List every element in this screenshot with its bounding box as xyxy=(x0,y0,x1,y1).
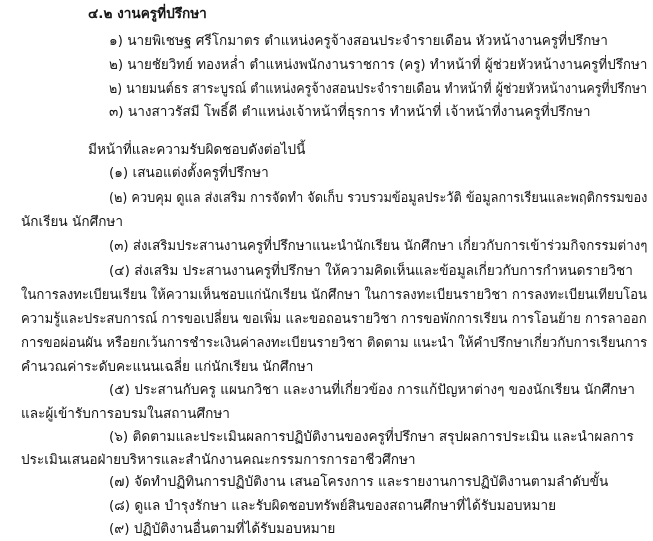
member-item: ๒) นายมนต์ธร สาระบูรณ์ ตำแหน่งครูจ้างสอนประจำรายเดือน ทำหน้าที่ ผู้ช่วยหัวหน้างานครูที่ปรึกษา xyxy=(109,81,648,97)
member-item: ๒) นายชัยวิทย์ ทองหล่ำ ตำแหน่งพนักงานราชการ (ครู) ทำหน้าที่ ผู้ช่วยหัวหน้างานครูที่ปรึกษา xyxy=(109,57,648,73)
duty-item-continuation: ประเมินเสนอฝ่ายบริหารและสำนักงานคณะกรรมการการอาชีวศึกษา xyxy=(21,452,416,468)
member-item: ๑) นายพิเชษฐ ศรีโกมาตร ตำแหน่งครูจ้างสอนประจำรายเดือน หัวหน้างานครูที่ปรึกษา xyxy=(109,33,608,49)
duty-item: (๔) ส่งเสริม ประสานงานครูที่ปรึกษา ให้ความคิดเห็นและข้อมูลเกี่ยวกับการกำหนดรายวิชา xyxy=(109,263,633,279)
duty-item: (๗) จัดทำปฏิทินการปฏิบัติงาน เสนอโครงการ และรายงานการปฏิบัติงานตามลำดับขั้น xyxy=(109,474,609,490)
duty-item: (๕) ประสานกับครู แผนกวิชา และงานที่เกี่ยวข้อง การแก้ปัญหาต่างๆ ของนักเรียน นักศึกษา xyxy=(109,382,635,398)
section-heading: ๔.๒ งานครูที่ปรึกษา xyxy=(88,6,207,22)
duty-item-continuation: และผู้เข้ารับการอบรมในสถานศึกษา xyxy=(21,406,230,422)
duty-item: (๖) ติดตามและประเมินผลการปฏิบัติงานของครูที่ปรึกษา สรุปผลการประเมิน และนำผลการ xyxy=(109,429,634,445)
duty-item: (๘) ดูแล บำรุงรักษา และรับผิดชอบทรัพย์สินของสถานศึกษาที่ได้รับมอบหมาย xyxy=(109,498,557,514)
member-item: ๓) นางสาวรัสมี โพธิ์ดี ตำแหน่งเจ้าหน้าที่ธุรการ ทำหน้าที่ เจ้าหน้าที่งานครูที่ปรึกษา xyxy=(109,104,591,120)
duty-item-continuation: นักเรียน นักศึกษา xyxy=(21,214,124,230)
duties-intro: มีหน้าที่และความรับผิดชอบดังต่อไปนี้ xyxy=(88,142,306,158)
duty-item: (๓) ส่งเสริมประสานงานครูที่ปรึกษาแนะนำนักเรียน นักศึกษา เกี่ยวกับการเข้าร่วมกิจกรรมต่างๆ xyxy=(109,238,648,254)
duty-item: (๑) เสนอแต่งตั้งครูที่ปรึกษา xyxy=(109,165,269,181)
duty-item-continuation: การขอผ่อนผัน หรือยกเว้นการชำระเงินค่าลงทะเบียนรายวิชา ติดตาม แนะนำ ให้คำปรึกษาเกี่ยวกับการเรียนการ xyxy=(21,335,648,351)
duty-item-continuation: คำนวณค่าระดับคะแนนเฉลี่ย แก่นักเรียน นักศึกษา xyxy=(21,359,314,375)
duty-item-continuation: ความรู้และประสบการณ์ การขอเปลี่ยน ขอเพิ่ม และขอถอนรายวิชา การขอพักการเรียน การโอนย้าย การลาออก xyxy=(21,311,647,327)
duty-item: (๒) ควบคุม ดูแล ส่งเสริม การจัดทำ จัดเก็บ รวบรวมข้อมูลประวัติ ข้อมูลการเรียนและพฤติกรรมของ xyxy=(109,190,648,206)
duty-item-continuation: ในการลงทะเบียนเรียน ให้ความเห็นชอบแก่นักเรียน นักศึกษา ในการลงทะเบียนรายวิชา การลงทะเบียนเทียบโอน xyxy=(21,287,647,303)
duty-item: (๙) ปฏิบัติงานอื่นตามที่ได้รับมอบหมาย xyxy=(109,521,336,537)
